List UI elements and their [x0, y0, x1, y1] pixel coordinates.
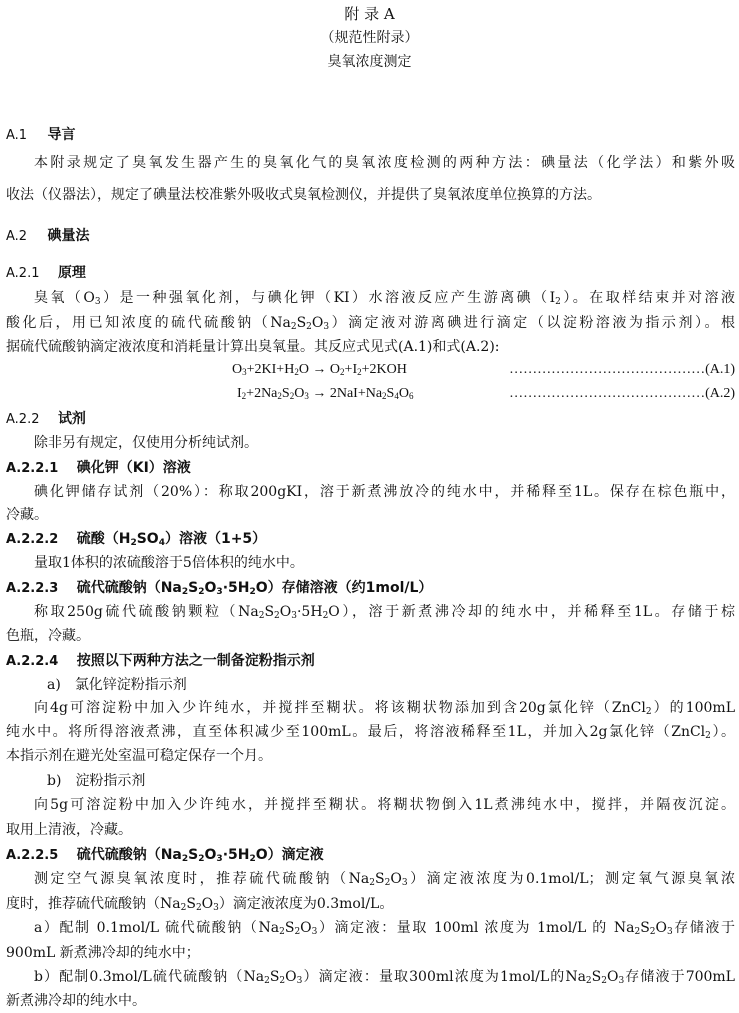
a222-para: 量取1体积的浓硫酸溶于5倍体积的纯水中。	[34, 555, 304, 571]
section-title: 试剂	[57, 411, 86, 427]
list-label: a)	[47, 677, 61, 693]
a225-item-b-line2: 新煮沸冷却的纯水中。	[6, 993, 146, 1009]
section-number: A.2.2.4	[6, 654, 59, 669]
annex-title: 附 录 A	[344, 5, 395, 23]
a225-item-b-line1: b）配制0.3mol/L硫代硫酸钠$(Na_2S_2O_3)$滴定液：量取300ml浓度为1mol/L的$Na_2S_2O_3$存储液于700mL	[34, 969, 735, 986]
section-number: A.2.2.2	[6, 532, 59, 547]
a223-para-line1: 称取250g硫代硫酸钠颗粒$(Na_2S_2O_3\cdot 5H_2O)$，溶于新煮沸冷却的纯水中，并稀释至1L。存储于棕	[34, 604, 735, 621]
section-title: 碘化钾（KI）溶液	[76, 460, 191, 476]
heading-a223	[6, 578, 735, 602]
section-number: A.2.2.3	[6, 581, 59, 596]
heading-a221	[6, 458, 735, 479]
a22-para: 除非另有规定，仅使用分析纯试剂。	[34, 435, 258, 451]
heading-a1	[6, 125, 735, 146]
section-title: 按照以下两种方法之一制备淀粉指示剂	[76, 653, 315, 669]
a21-para-line3: 据硫代硫酸钠滴定液浓度和消耗量计算出臭氧量。其反应式见式(A.1)和式(A.2):	[6, 339, 500, 355]
section-title: 原理	[57, 265, 86, 281]
a225-item-a-line2: 900mL 新煮沸冷却的纯水中；	[6, 945, 200, 961]
annex-type: （规范性附录）	[320, 30, 419, 46]
section-number: A.2.2.5	[6, 848, 59, 863]
section-number: A.1	[6, 128, 28, 143]
a21-para-line1: 臭氧$(O_3)$是一种强氧化剂，与碘化钾（KI）水溶液反应产生游离碘$(I_2)$。在取样结束并对溶液	[34, 290, 735, 307]
a224-item-a-line2: 纯水中。将所得溶液煮沸，直至体积减少至100mL。最后，将溶液稀释至1L，并加入2g氯化锌（ZnCl$_2$）。	[6, 724, 735, 741]
list-label: b)	[47, 773, 62, 789]
a224-item-a-title: a) 氯化锌淀粉指示剂	[47, 677, 187, 693]
a225-para-line1: 测定空气源臭氧浓度时，推荐硫代硫酸钠$(Na_2S_2O_3)$滴定液浓度为0.1mol/L；测定氧气源臭氧浓	[34, 871, 735, 888]
a221-para-line2: 冷藏。	[6, 507, 48, 523]
section-title: 导言	[47, 127, 76, 143]
a21-para-line2: 酸化后，用已知浓度的硫代硫酸钠$(Na_2S_2O_3)$滴定液对游离碘进行滴定（以淀粉溶液为指示剂）。根	[6, 315, 735, 332]
a224-item-b-title: b) 淀粉指示剂	[47, 773, 146, 789]
heading-a225	[6, 845, 735, 869]
a223-para-line2: 色瓶，冷藏。	[6, 628, 90, 644]
heading-a2	[6, 226, 735, 247]
a224-item-b-line2: 取用上清液，冷藏。	[6, 822, 132, 838]
section-number: A.2.2.1	[6, 461, 59, 476]
a224-item-a-line3: 本指示剂在避光处室温可稳定保存一个月。	[6, 748, 272, 764]
equation-a1-number: ……………………………………(A.1)	[509, 362, 735, 377]
a221-para-line1: 碘化钾储存试剂（20%）：称取200gKI，溶于新煮沸放冷的纯水中，并稀释至1L。保存在棕色瓶中，	[34, 484, 735, 500]
section-title: 硫代硫酸钠$(Na_2S_2O_3\cdot 5H_2O)$存储溶液（约1mol/L）	[76, 580, 433, 597]
a224-item-a-line1: 向4g可溶淀粉中加入少许纯水，并搅拌至糊状。将该糊状物添加到含20g氯化锌（ZnCl$_2$）的100mL	[34, 700, 735, 717]
a1-para-line2: 收法（仪器法），规定了碘量法校准紫外吸收式臭氧检测仪，并提供了臭氧浓度单位换算的方法。	[6, 187, 601, 203]
section-number: A.2.2	[6, 412, 40, 427]
equation-a2-number: ……………………………………(A.2)	[509, 386, 735, 401]
section-number: A.2.1	[6, 266, 40, 281]
equation-a2: $I_2+2Na_2S_2O_3 \to 2NaI+Na_2S_4O_6$	[237, 386, 414, 401]
a225-para-line2: 度时，推荐硫代硫酸钠$(Na_2S_2O_3)$滴定液浓度为0.3mol/L。	[6, 896, 394, 913]
a224-item-b-line1: 向5g可溶淀粉中加入少许纯水，并搅拌至糊状。将糊状物倒入1L煮沸纯水中，搅拌，并隔夜沉淀。	[34, 797, 735, 813]
annex-name: 臭氧浓度测定	[327, 54, 412, 70]
heading-a22	[6, 409, 735, 430]
section-title: 硫酸$(H_2SO_4)$溶液（1+5）	[76, 531, 267, 548]
section-number: A.2	[6, 229, 28, 244]
heading-a222	[6, 529, 735, 553]
heading-a21	[6, 263, 735, 284]
section-title: 碘量法	[47, 228, 90, 244]
section-title: 硫代硫酸钠$(Na_2S_2O_3\cdot 5H_2O)$滴定液	[76, 847, 324, 864]
equation-a1: $O_3+2KI+H_2O \to O_2+I_2+2KOH$	[232, 362, 407, 377]
heading-a224	[6, 651, 735, 672]
a225-item-a-line1: a）配制 0.1mol/L 硫代硫酸钠$(Na_2S_2O_3)$滴定液：量取 100ml 浓度为 1mol/L 的 $Na_2S_2O_3$存储液于	[34, 920, 735, 937]
a1-para-line1: 本附录规定了臭氧发生器产生的臭氧化气的臭氧浓度检测的两种方法：碘量法（化学法）和紫外吸	[34, 155, 735, 171]
